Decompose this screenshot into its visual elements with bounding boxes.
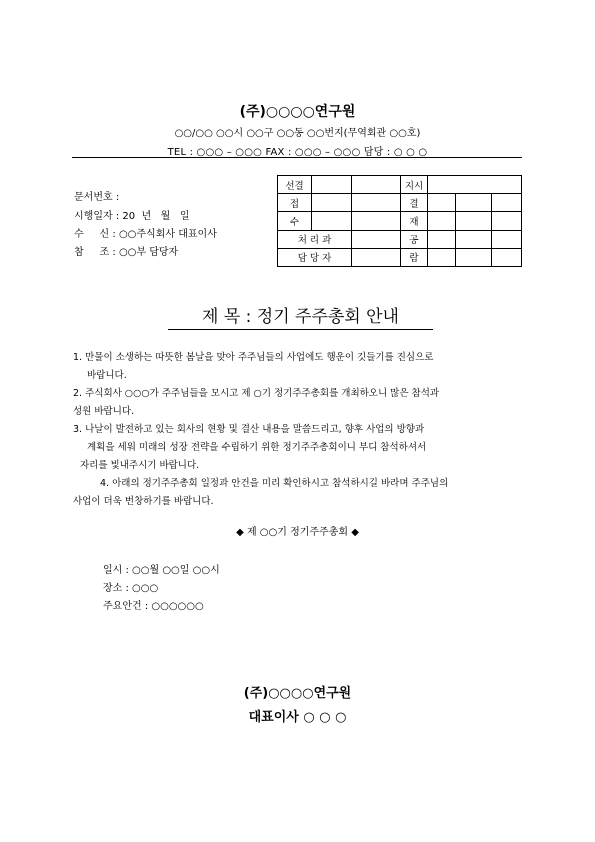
reference: 참 조 : ○○부 담당자 xyxy=(74,247,179,258)
approval-label-sign-1: 결 xyxy=(401,194,428,212)
approval-table xyxy=(277,175,522,267)
meeting-place: 장소 : ○○○ xyxy=(103,583,159,594)
approval-cell xyxy=(312,212,352,230)
approval-label-circulate-2: 람 xyxy=(401,248,428,266)
recipient: 수 신 : ○○주식회사 대표이사 xyxy=(74,229,217,240)
footer-organization: (주)○○○○연구원 xyxy=(243,686,352,701)
meeting-heading: ◆ 제 ○○기 정기주주총회 ◆ xyxy=(236,527,359,538)
header-divider xyxy=(72,157,522,158)
approval-cell xyxy=(352,230,401,248)
subject-title: 제 목 : 정기 주주총회 안내 xyxy=(202,307,399,327)
approval-cell xyxy=(456,248,492,266)
approval-cell xyxy=(428,194,456,212)
approval-label-circulate-1: 공 xyxy=(401,230,428,248)
body-item-4-cont: 사업이 더욱 번창하기를 바랍니다. xyxy=(73,496,214,507)
approval-label-person: 담 당 자 xyxy=(278,248,352,266)
approval-cell xyxy=(456,194,492,212)
organization-address: ○○/○○ ○○시 ○○구 ○○동 ○○번지(무역회관 ○○호) xyxy=(174,128,421,139)
approval-cell xyxy=(428,176,522,194)
meeting-datetime: 일시 : ○○월 ○○일 ○○시 xyxy=(103,565,220,576)
approval-cell xyxy=(312,176,352,194)
approval-cell xyxy=(456,212,492,230)
body-item-4: 4. 아래의 정기주주총회 일정과 안건을 미리 확인하시고 참석하시길 바라며 주주님의 xyxy=(100,478,449,489)
approval-label-sign-2: 재 xyxy=(401,212,428,230)
subject-underline xyxy=(168,329,433,330)
doc-number: 문서번호 : xyxy=(74,192,120,203)
body-item-1-cont: 바랍니다. xyxy=(87,370,127,381)
approval-cell xyxy=(428,248,456,266)
footer-ceo-signature: 대표이사 ○ ○ ○ xyxy=(248,710,347,725)
approval-cell xyxy=(492,230,522,248)
approval-cell xyxy=(492,194,522,212)
approval-label-instruction: 지시 xyxy=(401,176,428,194)
approval-label-receipt-1: 접 xyxy=(278,194,312,212)
approval-cell xyxy=(352,248,401,266)
contact-line: TEL : ○○○ – ○○○ FAX : ○○○ – ○○○ 담당 : ○ ○ ○ xyxy=(167,147,428,158)
body-item-3: 3. 나날이 발전하고 있는 회사의 현황 및 결산 내용을 말씀드리고, 향후 사업의 방향과 xyxy=(73,424,425,435)
issue-date: 시행일자 : 20 년 월 일 xyxy=(74,211,190,222)
organization-title: (주)○○○○연구원 xyxy=(239,104,356,120)
approval-cell xyxy=(352,212,401,230)
approval-cell xyxy=(456,230,492,248)
approval-cell xyxy=(492,248,522,266)
approval-cell xyxy=(492,212,522,230)
approval-label-department: 처 리 과 xyxy=(278,230,352,248)
body-item-2-cont: 성원 바랍니다. xyxy=(73,406,135,417)
approval-cell xyxy=(352,176,401,194)
approval-label-receipt-2: 수 xyxy=(278,212,312,230)
approval-cell xyxy=(428,212,456,230)
body-item-2: 2. 주식회사 ○○○가 주주님들을 모시고 제 ○기 정기주주총회를 개최하오니 많은 참석과 xyxy=(73,388,440,399)
meeting-agenda: 주요안건 : ○○○○○○ xyxy=(103,601,204,612)
body-item-1: 1. 만물이 소생하는 따뜻한 봄날을 맞아 주주님들의 사업에도 행운이 깃들기를 진심으로 xyxy=(73,352,434,363)
body-item-3-cont-2: 자리를 빛내주시기 바랍니다. xyxy=(80,460,200,471)
approval-cell xyxy=(352,194,401,212)
approval-cell xyxy=(428,230,456,248)
body-item-3-cont: 계획을 세워 미래의 성장 전략을 수립하기 위한 정기주주총회이니 부디 참석하셔서 xyxy=(87,442,427,453)
approval-label-priority: 선결 xyxy=(278,176,312,194)
approval-cell xyxy=(312,194,352,212)
